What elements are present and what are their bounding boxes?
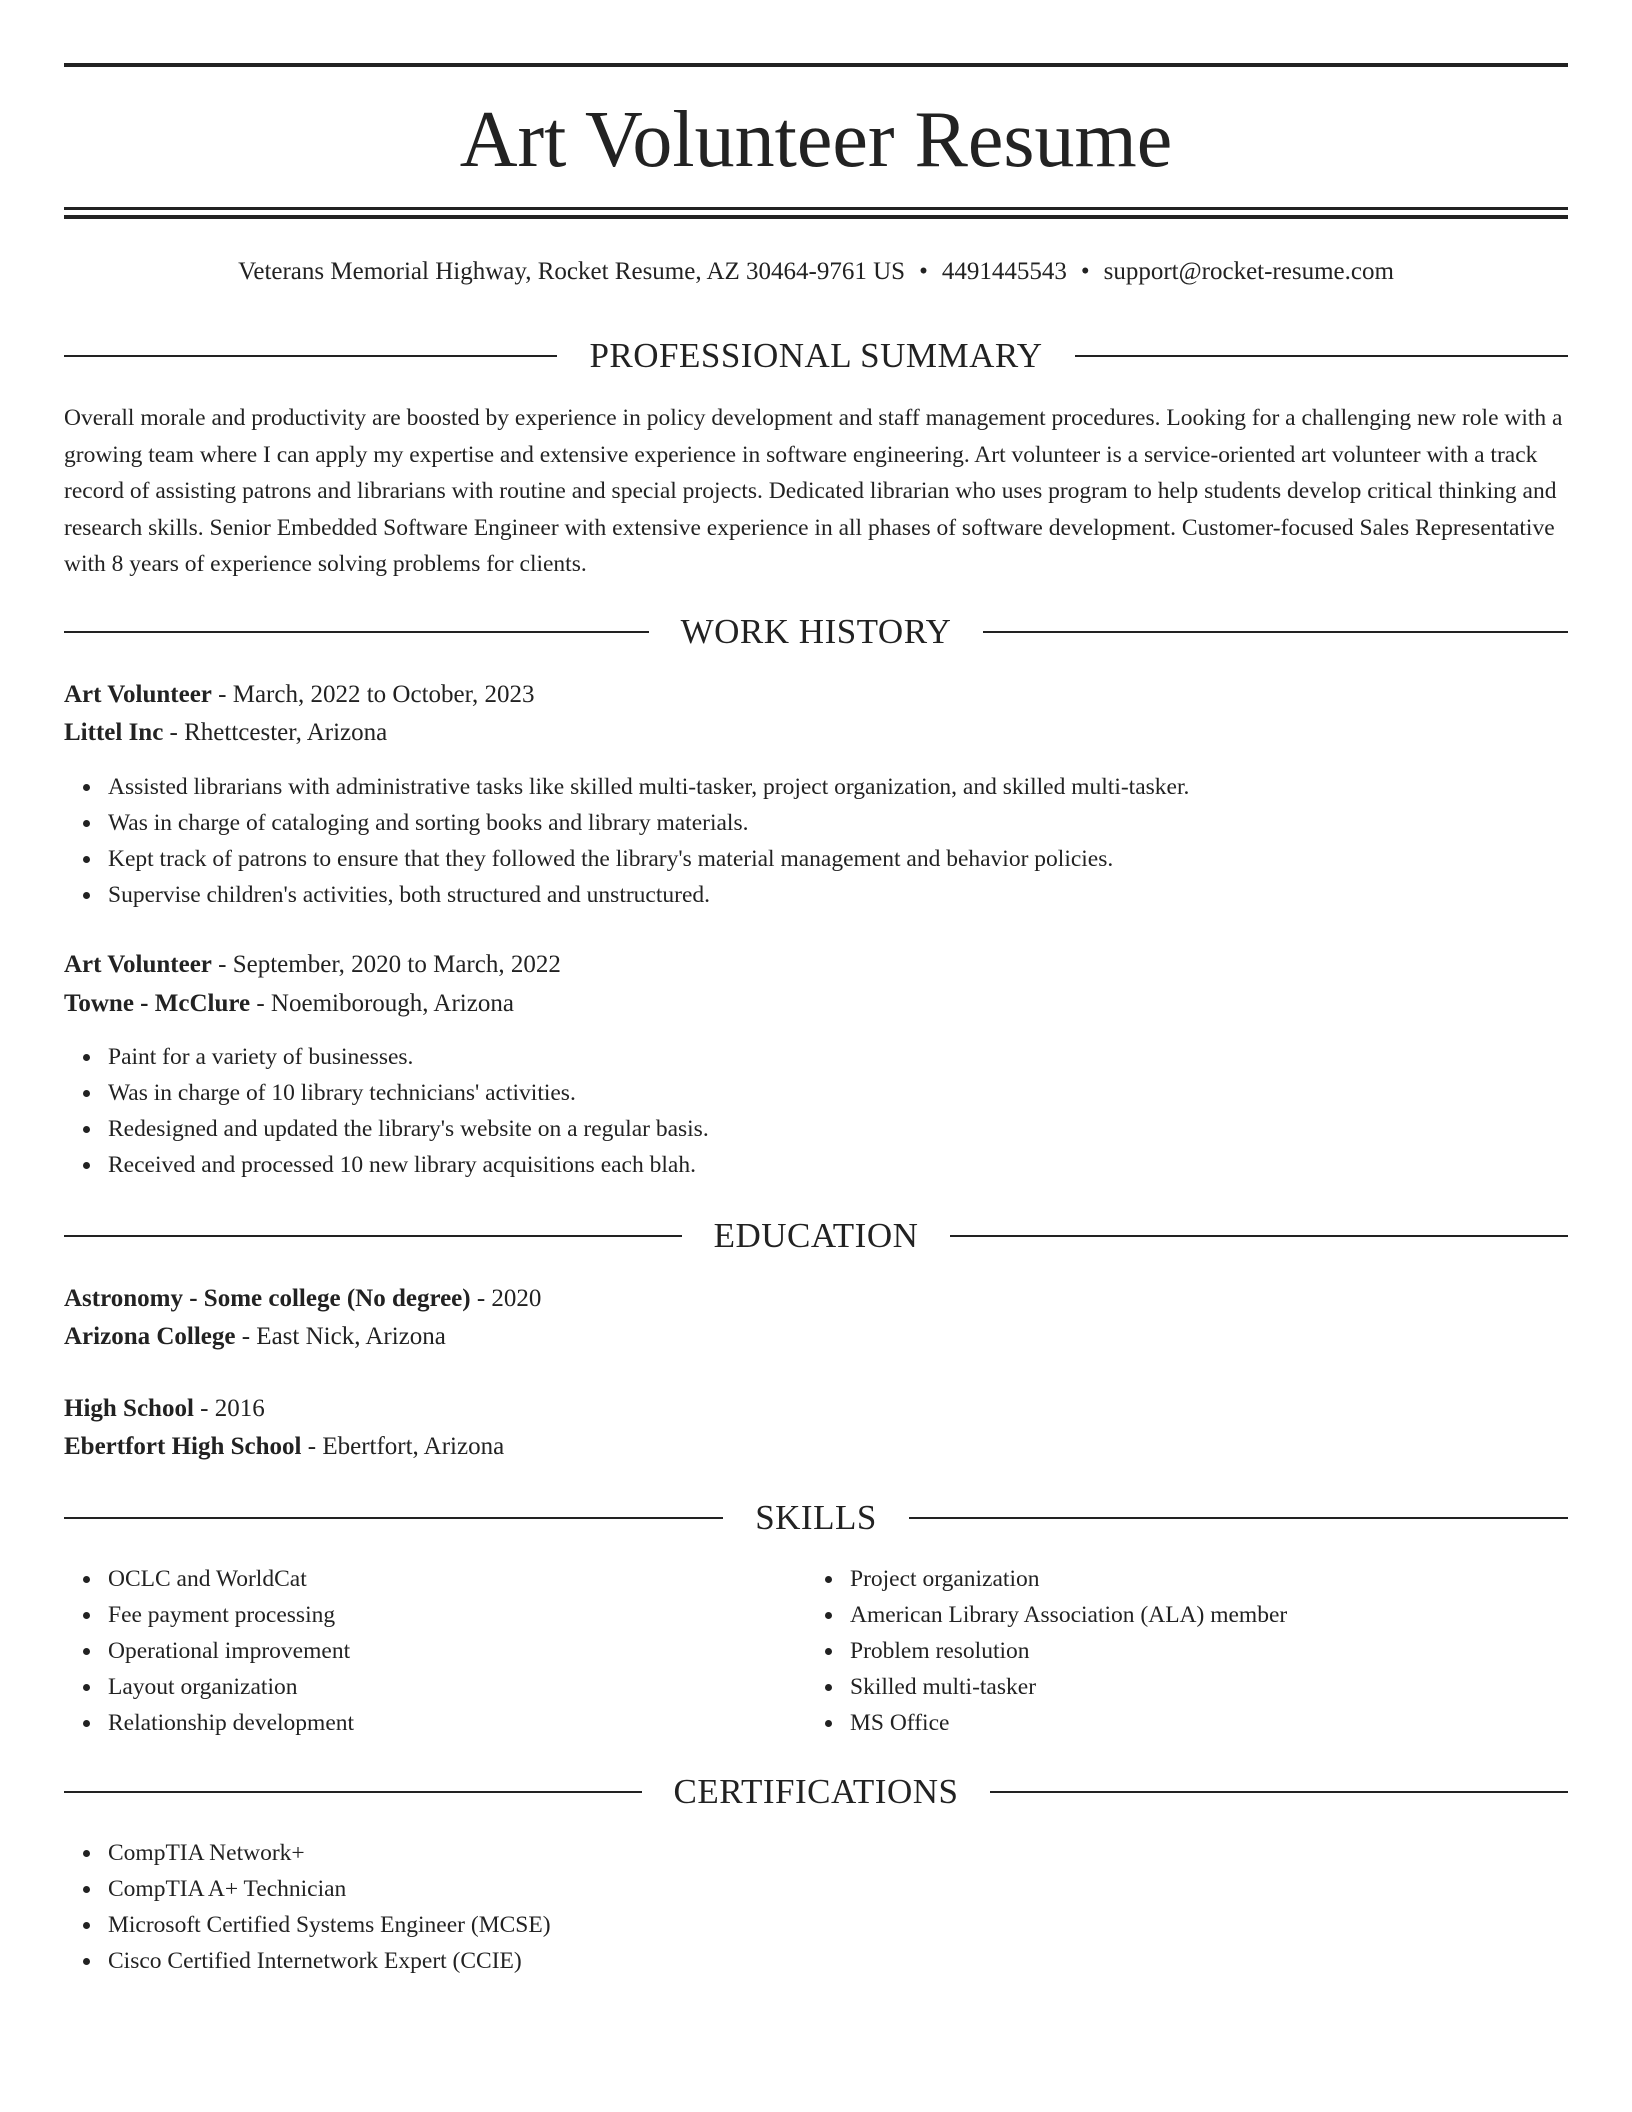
skills-list-left: [108, 1561, 354, 1741]
education-school: Arizona College: [64, 1323, 236, 1350]
job-company-line: [64, 987, 514, 1021]
contact-address: Veterans Memorial Highway, Rocket Resume, AZ 30464-9761 US: [238, 258, 906, 285]
list-item: Relationship development: [108, 1705, 354, 1741]
list-item: Paint for a variety of businesses.: [108, 1039, 709, 1075]
education-location: - East Nick, Arizona: [235, 1323, 446, 1350]
job-company-line: [64, 716, 387, 750]
section-header-certifications: [64, 1772, 1568, 1812]
list-item: Project organization: [850, 1561, 1287, 1597]
section-rule-right: [990, 1791, 1568, 1793]
job-location: - Rhettcester, Arizona: [163, 719, 388, 746]
contact-email: support@rocket-resume.com: [1103, 258, 1394, 285]
section-rule-left: [64, 1235, 682, 1237]
section-title: EDUCATION: [713, 1216, 919, 1255]
contact-separator: •: [919, 258, 928, 285]
education-school: Ebertfort High School: [64, 1433, 302, 1460]
job-title-line: [64, 948, 561, 982]
section-rule-left: [64, 355, 557, 357]
list-item: Problem resolution: [850, 1633, 1287, 1669]
education-year: - 2016: [193, 1395, 265, 1422]
section-rule-right: [909, 1517, 1568, 1519]
section-rule-right: [950, 1235, 1568, 1237]
list-item: Redesigned and updated the library's website on a regular basis.: [108, 1111, 709, 1147]
list-item: Layout organization: [108, 1669, 354, 1705]
section-rule-left: [64, 1791, 642, 1793]
list-item: Operational improvement: [108, 1633, 354, 1669]
job-title: Art Volunteer: [64, 951, 212, 978]
job-title-line: [64, 678, 534, 712]
education-degree: Astronomy - Some college (No degree): [64, 1285, 471, 1312]
section-header-work-history: [64, 612, 1568, 652]
list-item: CompTIA Network+: [108, 1835, 551, 1871]
education-location: - Ebertfort, Arizona: [301, 1433, 505, 1460]
section-header-education: [64, 1216, 1568, 1256]
list-item: Skilled multi-tasker: [850, 1669, 1287, 1705]
section-header-summary: [64, 336, 1568, 376]
job-company: Littel Inc: [64, 719, 164, 746]
education-school-line: [64, 1430, 504, 1464]
list-item: Assisted librarians with administrative tasks like skilled multi-tasker, project organization, and skilled multi-tasker.: [108, 769, 1189, 805]
contact-phone: 4491445543: [941, 258, 1067, 285]
job-title: Art Volunteer: [64, 681, 212, 708]
job-location: - Noemiborough, Arizona: [250, 990, 514, 1017]
list-item: Supervise children's activities, both structured and unstructured.: [108, 877, 1189, 913]
education-year: - 2020: [470, 1285, 542, 1312]
section-rule-right: [1075, 355, 1568, 357]
summary-text: Overall morale and productivity are boosted by experience in policy development and staff management procedures. Looking for a challenging new role with a growing team where I can apply my expertise and extensive experience in software engineering. Art volunteer is a service-oriented art volunteer with a track record of assisting patrons and librarians with routine and special projects. Dedicated librarian who uses program to help students develop critical thinking and research skills. Senior Embedded Software Engineer with extensive experience in all phases of software development. Customer-focused Sales Representative with 8 years of experience solving problems for clients.: [64, 405, 1563, 577]
section-rule-left: [64, 1517, 723, 1519]
job-dates: - March, 2022 to October, 2023: [211, 681, 535, 708]
contact-separator: •: [1080, 258, 1090, 285]
resume-title: Art Volunteer Resume: [459, 96, 1173, 184]
list-item: Received and processed 10 new library acquisitions each blah.: [108, 1147, 709, 1183]
header-rule-upper: [64, 207, 1568, 210]
certifications-list: [108, 1835, 551, 1979]
list-item: OCLC and WorldCat: [108, 1561, 354, 1597]
list-item: American Library Association (ALA) member: [850, 1597, 1287, 1633]
list-item: Was in charge of cataloging and sorting books and library materials.: [108, 805, 1189, 841]
list-item: Cisco Certified Internetwork Expert (CCIE): [108, 1943, 551, 1979]
list-item: CompTIA A+ Technician: [108, 1871, 551, 1907]
section-title: PROFESSIONAL SUMMARY: [589, 336, 1043, 375]
job-company: Towne - McClure: [64, 990, 251, 1017]
contact-line: [64, 256, 1568, 288]
section-rule-left: [64, 631, 649, 633]
list-item: MS Office: [850, 1705, 1287, 1741]
job-dates: - September, 2020 to March, 2022: [211, 951, 561, 978]
section-rule-right: [983, 631, 1568, 633]
list-item: Kept track of patrons to ensure that they followed the library's material management and behavior policies.: [108, 841, 1189, 877]
education-degree-line: [64, 1392, 265, 1426]
section-title: WORK HISTORY: [680, 612, 952, 651]
job-bullets: [108, 769, 1189, 913]
list-item: Fee payment processing: [108, 1597, 354, 1633]
section-title: CERTIFICATIONS: [673, 1772, 959, 1811]
job-bullets: [108, 1039, 709, 1183]
header-top-rule: [64, 63, 1568, 67]
header-rule-lower: [64, 215, 1568, 219]
list-item: Microsoft Certified Systems Engineer (MCSE): [108, 1907, 551, 1943]
education-degree: High School: [64, 1395, 194, 1422]
skills-list-right: [850, 1561, 1287, 1741]
list-item: Was in charge of 10 library technicians' activities.: [108, 1075, 709, 1111]
section-header-skills: [64, 1498, 1568, 1538]
section-title: SKILLS: [755, 1498, 877, 1537]
education-degree-line: [64, 1282, 541, 1316]
education-school-line: [64, 1320, 446, 1354]
